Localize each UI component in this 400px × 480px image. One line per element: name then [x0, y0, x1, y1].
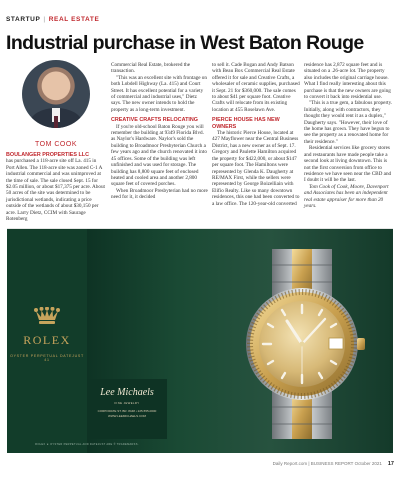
ad-fineprint: ROLEX ★ OYSTER PERPETUAL AND DATEJUST ARE ® TRADEMARKS.	[35, 443, 139, 446]
article-paragraph: to sell it. Cade Bogan and Andy Batson with Beau Box Commercial Real Estate offered it for sale and Creative Crafts, a wholesaler of ceramic supplies, purchased it Sept. 21 for $360,000. The sale comes to about $41 per square foot. Creative Crafts will relocate from its existing location at 455 Roselawn Ave.	[212, 62, 300, 113]
category-name: REAL ESTATE	[48, 16, 100, 23]
page-number: 17	[387, 461, 394, 467]
article-headline: Industrial purchase in West Baton Rouge	[6, 32, 364, 54]
dealer-website[interactable]: WWW.LEEMICHAELS.COM	[107, 414, 146, 418]
article-subhead: PIERCE HOUSE HAS NEW OWNERS	[212, 117, 280, 130]
datejust-watch-image	[227, 249, 377, 439]
ad-brand-wordmark: ROLEX	[23, 333, 71, 347]
article-paragraph: When Broadmoor Presbyterian had no more need for it, it decided	[111, 187, 208, 201]
dealer-tagline: FINE JEWELRY	[114, 401, 140, 405]
dealer-name: Lee Michaels	[100, 387, 154, 398]
author-byline: TOM COOK	[35, 141, 77, 148]
article-paragraph: "This is a true gem, a fabulous property. Initially, along with contractors, they thought they would rent it as a duplex," Daugherty says. "However, their love of the home has grown. They have begun to see the property as a renovated home for their residence."	[304, 100, 393, 145]
author-photo	[22, 60, 90, 128]
ad-brand-panel	[7, 229, 87, 453]
ad-model-name: OYSTER PERPETUAL DATEJUST 41	[10, 354, 84, 362]
article-paragraph: The historic Pierce House, located at 427 Mayflower near the Central Business District, has a new owner as of Sept. 17. Gregory and Paulette Hamilton acquired the property for $422,000, or about $147 per square foot. The Hamiltons were represented by Glenda K. Daugherty at RE/MAX First, while the sellers were represented by George Boizelliain with Elifio Realty. Like so many downtown residences, this one had been converted to a law office. The 120-year-old converted	[212, 130, 300, 207]
article-column-1	[6, 152, 106, 222]
article-column-4	[304, 62, 394, 209]
page-footer	[273, 461, 394, 467]
author-photo-tie	[54, 116, 58, 128]
article-column-3	[212, 62, 300, 207]
rolex-crown-icon	[33, 307, 61, 325]
article-paragraph: If you're old-school Baton Rouge you will remember the building at 9349 Florida Blvd. as Naylor's Hardware. Naylor's sold the building to Broadmoor Presbyterian Church a few years ago and the church renovated it into 45 offices. Some of the building was left unfinished and was used for storage. The building has 8,800 square feet of enclosed heated and cooled area and another 2,800 square feet of covered porches.	[111, 123, 207, 188]
dealer-address: CORPORATE ST. BR. 8448 • 225-555-0000	[97, 409, 157, 413]
article-paragraph: Residential services like grocery stores and restaurants have made people take a second look at living downtown. This is not the first conversion from office to residence we have seen near the CBD and I doubt it will be the last.	[304, 145, 392, 184]
footer-source: Daily Report.com | BUSINESS REPORT October 2021	[272, 461, 382, 466]
dealer-logo-block[interactable]	[87, 379, 167, 439]
section-divider: |	[43, 16, 46, 23]
article-subhead: CREATIVE CRAFTS RELOCATING	[111, 117, 198, 124]
company-lead: BOULANGER PROPERTIES LLC	[6, 152, 89, 158]
section-name: STARTUP	[6, 16, 41, 23]
rolex-advertisement[interactable]	[7, 228, 393, 452]
section-label	[6, 16, 99, 23]
article-column-2	[111, 62, 208, 201]
article-paragraph: "This was an excellent site with frontage on both Lobdell Highway (La. 415) and Court Street. It has excellent potential for a variety of commercial and industrial uses," Dietz says. The new owner intends to hold the property as a long-term investment.	[111, 74, 207, 113]
author-bio: Tom Cook of Cook, Moore, Davenport and Associates has been an independent real estate appraiser for more than 20 years.	[304, 183, 389, 209]
article-paragraph: residence has 2,872 square feet and is situated on a .26-acre lot. The property also includes the original carriage house. What I find really interesting about this purchase is that the new owners are going to convert it back into residential use.	[304, 62, 391, 101]
article-paragraph: has purchased a 118-acre site off La. 415 in Port Allen. The 118-acre site was zoned C-1 A industrial commercial and was unimproved at the time of sale. The sale closed Sept. 15 for $2.05 million, or about $17,375 per acre. About 50 acres of the site was determined to be jurisdictional wetlands, indicating a price outside of the wetlands of about $30,150 per acre. Larry Dietz, CCIM with Saurage Rotenberg	[6, 158, 105, 223]
article-paragraph: Commercial Real Estate, brokered the transaction.	[111, 62, 191, 75]
